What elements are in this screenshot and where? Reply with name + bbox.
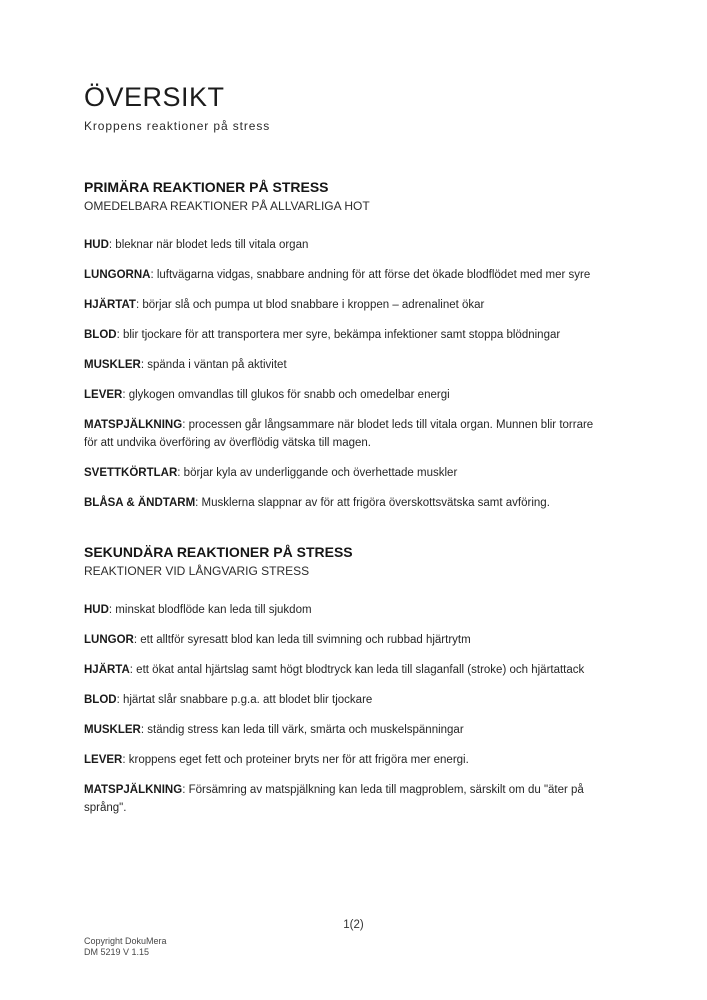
section-heading: PRIMÄRA REAKTIONER PÅ STRESS xyxy=(84,179,329,195)
document-id: DM 5219 V 1.15 xyxy=(84,947,150,957)
list-item xyxy=(84,416,600,452)
item-text: : ständig stress kan leda till värk, smärta och muskelspänningar xyxy=(140,724,464,736)
item-text: : blir tjockare för att transportera mer syre, bekämpa infektioner samt stoppa blödningar xyxy=(116,329,561,341)
section-primary-reactions xyxy=(84,179,623,512)
item-text: : börjar slå och pumpa ut blod snabbare i kroppen – adrenalinet ökar xyxy=(135,299,485,311)
item-text: : Försämring av matspjälkning kan leda till magproblem, särskilt om du "äter på språng". xyxy=(84,784,584,814)
item-text: : spända i väntan på aktivitet xyxy=(140,359,287,371)
list-item xyxy=(84,464,600,482)
list-item xyxy=(84,781,600,817)
item-label: HUD xyxy=(84,604,109,616)
item-text: : luftvägarna vidgas, snabbare andning för att förse det ökade blodflödet med mer syre xyxy=(150,269,591,281)
item-label: BLOD xyxy=(84,329,117,341)
item-label: BLOD xyxy=(84,694,117,706)
item-text: : hjärtat slår snabbare p.g.a. att blodet blir tjockare xyxy=(116,694,373,706)
list-item xyxy=(84,631,600,649)
list-item xyxy=(84,661,600,679)
list-item xyxy=(84,236,600,254)
item-text: : processen går långsammare när blodet leds till vitala organ. Munnen blir torrare för att undvika överföring av överflödig vätska till magen. xyxy=(84,419,594,449)
item-text: : börjar kyla av underliggande och överhettade muskler xyxy=(177,467,458,479)
item-label: LEVER xyxy=(84,389,123,401)
item-label: BLÅSA & ÄNDTARM xyxy=(84,497,196,509)
item-text: : Musklerna slappnar av för att frigöra överskottsvätska samt avföring. xyxy=(195,497,550,509)
page-number: 1(2) xyxy=(343,919,364,931)
item-label: MATSPJÄLKNING xyxy=(84,419,183,431)
item-text: : glykogen omvandlas till glukos för snabb och omedelbar energi xyxy=(122,389,450,401)
section-heading: SEKUNDÄRA REAKTIONER PÅ STRESS xyxy=(84,544,353,560)
list-item xyxy=(84,386,600,404)
item-text: : minskat blodflöde kan leda till sjukdom xyxy=(108,604,312,616)
list-item xyxy=(84,601,600,619)
item-text: : bleknar när blodet leds till vitala organ xyxy=(108,239,309,251)
list-item xyxy=(84,721,600,739)
list-item xyxy=(84,356,600,374)
item-text: : ett ökat antal hjärtslag samt högt blodtryck kan leda till slaganfall (stroke) och hjärtattack xyxy=(129,664,585,676)
item-label: SVETTKÖRTLAR xyxy=(84,467,178,479)
item-label: MUSKLER xyxy=(84,724,141,736)
item-label: LUNGOR xyxy=(84,634,134,646)
list-item xyxy=(84,266,600,284)
list-item xyxy=(84,751,600,769)
item-label: HJÄRTA xyxy=(84,664,130,676)
document-title: ÖVERSIKT xyxy=(84,82,225,112)
document-subtitle: Kroppens reaktioner på stress xyxy=(84,119,271,133)
list-item xyxy=(84,296,600,314)
section-items xyxy=(84,236,623,512)
item-label: HUD xyxy=(84,239,109,251)
list-item xyxy=(84,494,600,512)
list-item xyxy=(84,691,600,709)
item-label: MUSKLER xyxy=(84,359,141,371)
item-text: : kroppens eget fett och proteiner bryts ner för att frigöra mer energi. xyxy=(122,754,469,766)
section-items xyxy=(84,601,623,817)
copyright-block xyxy=(84,936,167,958)
item-label: LEVER xyxy=(84,754,123,766)
section-subheading: OMEDELBARA REAKTIONER PÅ ALLVARLIGA HOT xyxy=(84,199,370,213)
section-subheading: REAKTIONER VID LÅNGVARIG STRESS xyxy=(84,564,310,578)
item-text: : ett alltför syresatt blod kan leda till svimning och rubbad hjärtrytm xyxy=(133,634,471,646)
item-label: HJÄRTAT xyxy=(84,299,136,311)
list-item xyxy=(84,326,600,344)
item-label: MATSPJÄLKNING xyxy=(84,784,183,796)
copyright-line: Copyright DokuMera xyxy=(84,936,167,946)
item-label: LUNGORNA xyxy=(84,269,151,281)
section-secondary-reactions xyxy=(84,544,623,817)
